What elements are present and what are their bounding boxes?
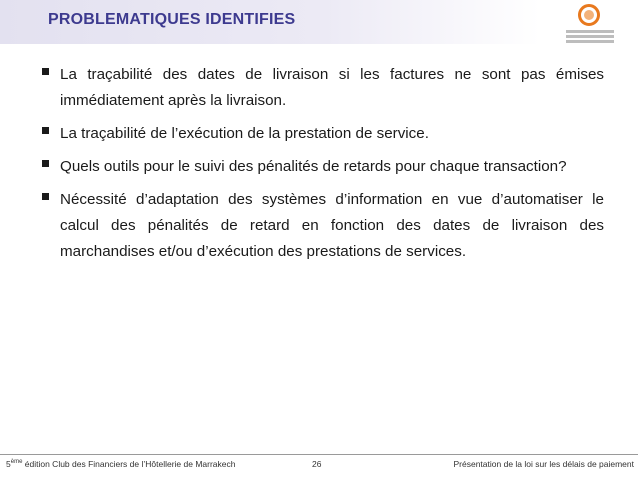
square-bullet-icon bbox=[42, 160, 49, 167]
list-item bbox=[42, 121, 604, 147]
edition-suffix: ème bbox=[10, 459, 23, 466]
list-item bbox=[42, 154, 604, 180]
club-logo-icon bbox=[564, 4, 616, 46]
footer-presentation-title: Présentation de la loi sur les délais de paiement bbox=[453, 459, 634, 469]
bullet-text: Quels outils pour le suivi des pénalités de retards pour chaque transaction? bbox=[60, 158, 567, 175]
slide-title: PROBLEMATIQUES IDENTIFIES bbox=[48, 11, 296, 28]
footer-left-text: édition Club des Financiers de l’Hôtellerie de Marrakech bbox=[22, 459, 236, 469]
bullet-text: La traçabilité de l’exécution de la prestation de service. bbox=[60, 125, 429, 142]
footer-edition bbox=[6, 459, 235, 469]
page-number: 26 bbox=[312, 459, 322, 469]
bullet-text: Nécessité d’adaptation des systèmes d’information en vue d’automatiser le calcul des pénalités de retard en fonction des dates de livraison des marchandises et/ou d’exécution des prestations de services. bbox=[60, 191, 604, 260]
logo-line bbox=[566, 40, 614, 43]
square-bullet-icon bbox=[42, 193, 49, 200]
list-item bbox=[42, 187, 604, 265]
bullet-list bbox=[42, 62, 604, 272]
footer-divider bbox=[0, 454, 638, 455]
square-bullet-icon bbox=[42, 68, 49, 75]
edition-number: 5 bbox=[6, 459, 11, 469]
list-item bbox=[42, 62, 604, 114]
title-bar bbox=[0, 0, 540, 44]
logo-line bbox=[566, 35, 614, 38]
square-bullet-icon bbox=[42, 127, 49, 134]
bullet-text: La traçabilité des dates de livraison si les factures ne sont pas émises immédiatement après la livraison. bbox=[60, 66, 604, 109]
logo-line bbox=[566, 30, 614, 33]
logo-circle bbox=[578, 4, 600, 26]
